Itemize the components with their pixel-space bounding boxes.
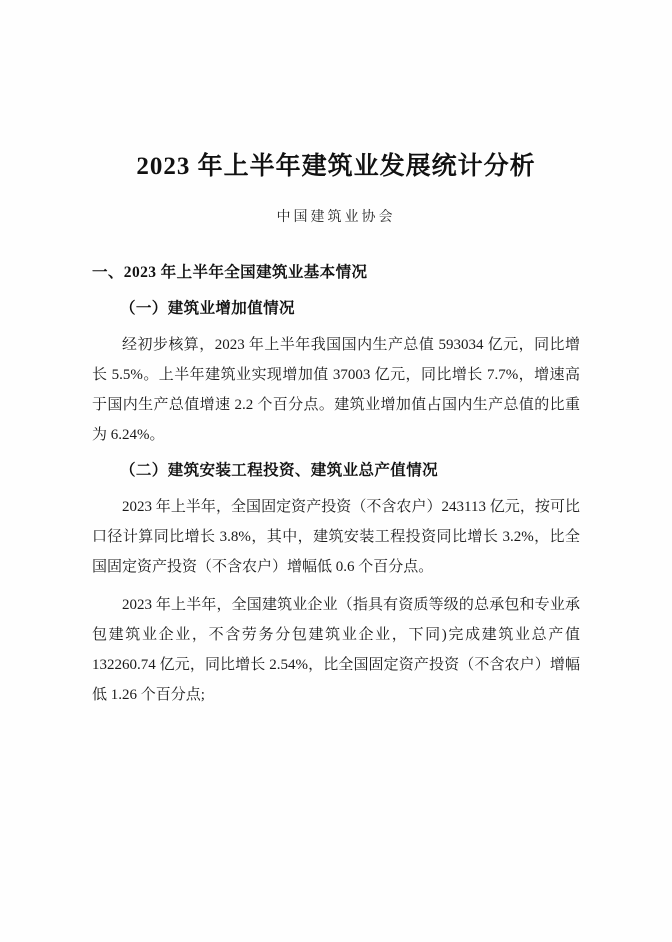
page-title: 2023 年上半年建筑业发展统计分析 — [136, 153, 536, 180]
paragraph: 2023 年上半年，全国固定资产投资（不含农户）243113 亿元，按可比口径计算同比增长 3.8%，其中，建筑安装工程投资同比增长 3.2%，比全国固定资产投资（不含农户）增幅低 0.6 个百分点。 — [92, 498, 580, 575]
subsection-heading-1: （一）建筑业增加值情况 — [120, 299, 295, 317]
paragraph: 2023 年上半年，全国建筑业企业（指具有资质等级的总承包和专业承包建筑业企业，不含劳务分包建筑业企业，下同)完成建筑业总产值 132260.74 亿元，同比增长 2.54%，比全国固定资产投资（不含农户）增幅低 1.26 个百分点; — [92, 596, 580, 703]
section-heading-1: 一、2023 年上半年全国建筑业基本情况 — [92, 263, 368, 281]
subsection-heading-2: （二）建筑安装工程投资、建筑业总产值情况 — [120, 461, 439, 479]
paragraph: 经初步核算，2023 年上半年我国国内生产总值 593034 亿元，同比增长 5.5%。上半年建筑业实现增加值 37003 亿元，同比增长 7.7%，增速高于国内生产总值增速 2.2 个百分点。建筑业增加值占国内生产总值的比重为 6.24%。 — [92, 336, 580, 443]
document-author: 中国建筑业协会 — [276, 209, 396, 225]
